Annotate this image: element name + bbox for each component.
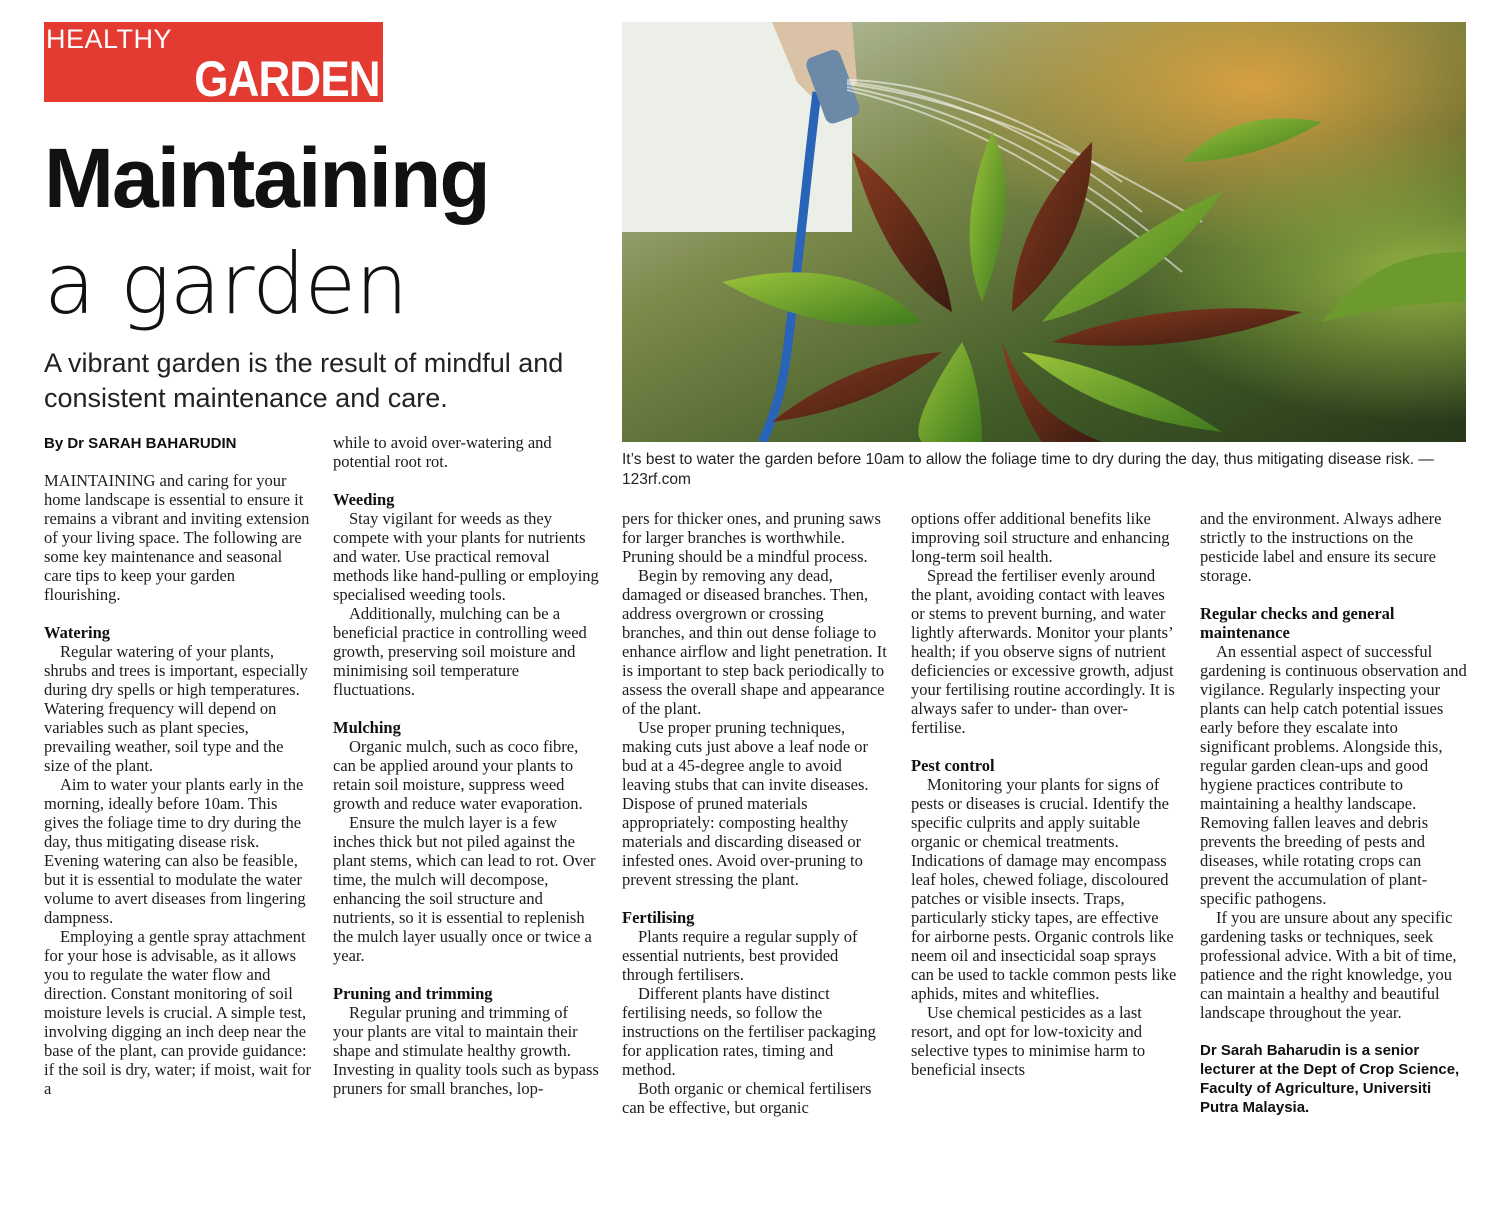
- garden-photo-illustration: [622, 22, 1466, 442]
- column-2: [333, 433, 601, 1098]
- paragraph: Regular pruning and trimming of your plants are vital to maintain their shape and stimulate healthy growth. Investing in quality tools such as bypass pruners for small branches, lop-: [333, 1003, 599, 1098]
- paragraph: options offer additional benefits like improving soil structure and enhancing long-term soil health.: [911, 509, 1170, 566]
- paragraph: Stay vigilant for weeds as they compete with your plants for nutrients and water. Use practical removal methods like hand-pulling or employing specialised weeding tools.: [333, 509, 599, 604]
- garden-photo: [622, 22, 1466, 442]
- paragraph: pers for thicker ones, and pruning saws for larger branches is worthwhile. Pruning should be a mindful process.: [622, 509, 881, 566]
- paragraph: Ensure the mulch layer is a few inches thick but not piled against the plant stems, which can lead to rot. Over time, the mulch will decompose, enhancing the soil structure and nutrients, so it is essential to replenish the mulch layer usually once or twice a year.: [333, 813, 596, 965]
- standfirst: A vibrant garden is the result of mindful and consistent maintenance and care.: [44, 348, 564, 413]
- column-1: [44, 471, 312, 1098]
- headline-line-2: a garden: [44, 235, 408, 333]
- paragraph: Regular watering of your plants, shrubs and trees is important, especially during dry spells or high temperatures. Watering frequency will depend on variables such as plant species, prevailing weather, soil type and the size of the plant.: [44, 642, 308, 775]
- heading-regular-checks: Regular checks and general maintenance: [1200, 604, 1395, 642]
- author-bio: Dr Sarah Baharudin is a senior lecturer at the Dept of Crop Science, Faculty of Agriculture, Universiti Putra Malaysia.: [1200, 1042, 1460, 1116]
- heading-mulching: Mulching: [333, 718, 401, 737]
- column-5: [1200, 509, 1468, 1117]
- paragraph: Aim to water your plants early in the morning, ideally before 10am. This gives the foliage time to dry during the day, thus mitigating disease risk. Evening watering can also be feasible, but it is essential to modulate the water volume to avert diseases from lingering dampness.: [44, 775, 306, 927]
- paragraph: while to avoid over-watering and potential root rot.: [333, 433, 552, 471]
- paragraph: Additionally, mulching can be a beneficial practice in controlling weed growth, preserving soil moisture and minimising soil temperature fluctuations.: [333, 604, 587, 699]
- paragraph: Employing a gentle spray attachment for your hose is advisable, as it allows you to regulate the water flow and direction. Constant monitoring of soil moisture levels is crucial. A simple test, involving digging an inch deep near the base of the plant, can provide guidance: if the soil is dry, water; if moist, wait for a: [44, 927, 312, 1098]
- paragraph: Spread the fertiliser evenly around the plant, avoiding contact with leaves or stems to prevent burning, and water lightly afterwards. Monitor your plants’ health; if you observe signs of nutrient deficiencies or excessive growth, adjust your fertilising routine accordingly. It is always safer to under- than over-fertilise.: [911, 566, 1175, 737]
- heading-pest-control: Pest control: [911, 756, 995, 775]
- paragraph: Plants require a regular supply of essential nutrients, best provided through fertilisers.: [622, 927, 858, 984]
- section-tag-small: HEALTHY: [46, 24, 173, 54]
- heading-watering: Watering: [44, 623, 110, 642]
- heading-pruning: Pruning and trimming: [333, 984, 493, 1003]
- column-3: [622, 509, 890, 1117]
- heading-weeding: Weeding: [333, 490, 395, 509]
- paragraph: Monitoring your plants for signs of pests or diseases is crucial. Identify the specific culprits and apply suitable organic or chemical treatments. Indications of damage may encompass leaf holes, chewed foliage, discoloured patches or visible insects. Traps, particularly sticky tapes, are effective for airborne pests. Organic controls like neem oil and insecticidal soap sprays can be used to tackle common pests like aphids, mites and whiteflies.: [911, 775, 1177, 1003]
- column-4: [911, 509, 1179, 1079]
- paragraph: Organic mulch, such as coco fibre, can be applied around your plants to retain soil moisture, suppress weed growth and reduce water evaporation.: [333, 737, 583, 813]
- section-tag-big: GARDEN: [194, 51, 380, 102]
- byline: By Dr SARAH BAHARUDIN: [44, 435, 237, 452]
- paragraph: Use proper pruning techniques, making cuts just above a leaf node or bud at a 45-degree angle to avoid leaving stubs that can invite diseases. Dispose of pruned materials appropriately: composting healthy materials and discarding diseased or infested ones. Avoid over-pruning to prevent stressing the plant.: [622, 718, 869, 889]
- paragraph: Use chemical pesticides as a last resort, and opt for low-toxicity and selective types to minimise harm to beneficial insects: [911, 1003, 1146, 1079]
- paragraph: Both organic or chemical fertilisers can be effective, but organic: [622, 1079, 872, 1117]
- paragraph: Different plants have distinct fertilising needs, so follow the instructions on the fertiliser packaging for application rates, timing and method.: [622, 984, 876, 1079]
- paragraph: An essential aspect of successful gardening is continuous observation and vigilance. Regularly inspecting your plants can help catch potential issues early before they escalate into significant problems. Alongside this, regular garden clean-ups and good hygiene practices contribute to maintaining a healthy landscape. Removing fallen leaves and debris prevents the breeding of pests and diseases, while rotating crops can prevent the accumulation of plant-specific pathogens.: [1200, 642, 1467, 908]
- headline-line-1: Maintaining: [44, 131, 489, 225]
- paragraph: If you are unsure about any specific gardening tasks or techniques, seek professional advice. With a bit of time, patience and the right knowledge, you can maintain a healthy and beautiful landscape throughout the year.: [1200, 908, 1457, 1022]
- intro-paragraph: MAINTAINING and caring for your home landscape is essential to ensure it remains a vibrant and inviting extension of your living space. The following are some key maintenance and seasonal care tips to keep your garden flourishing.: [44, 471, 310, 604]
- paragraph: and the environment. Always adhere strictly to the instructions on the pesticide label and ensure its secure storage.: [1200, 509, 1442, 585]
- paragraph: Begin by removing any dead, damaged or diseased branches. Then, address overgrown or crossing branches, and thin out dense foliage to enhance airflow and light penetration. It is important to step back periodically to assess the overall shape and appearance of the plant.: [622, 566, 887, 718]
- heading-fertilising: Fertilising: [622, 908, 695, 927]
- section-tag: [44, 22, 383, 102]
- photo-caption: It’s best to water the garden before 10am to allow the foliage time to dry during the day, thus mitigating disease risk. — 123rf.com: [622, 451, 1434, 488]
